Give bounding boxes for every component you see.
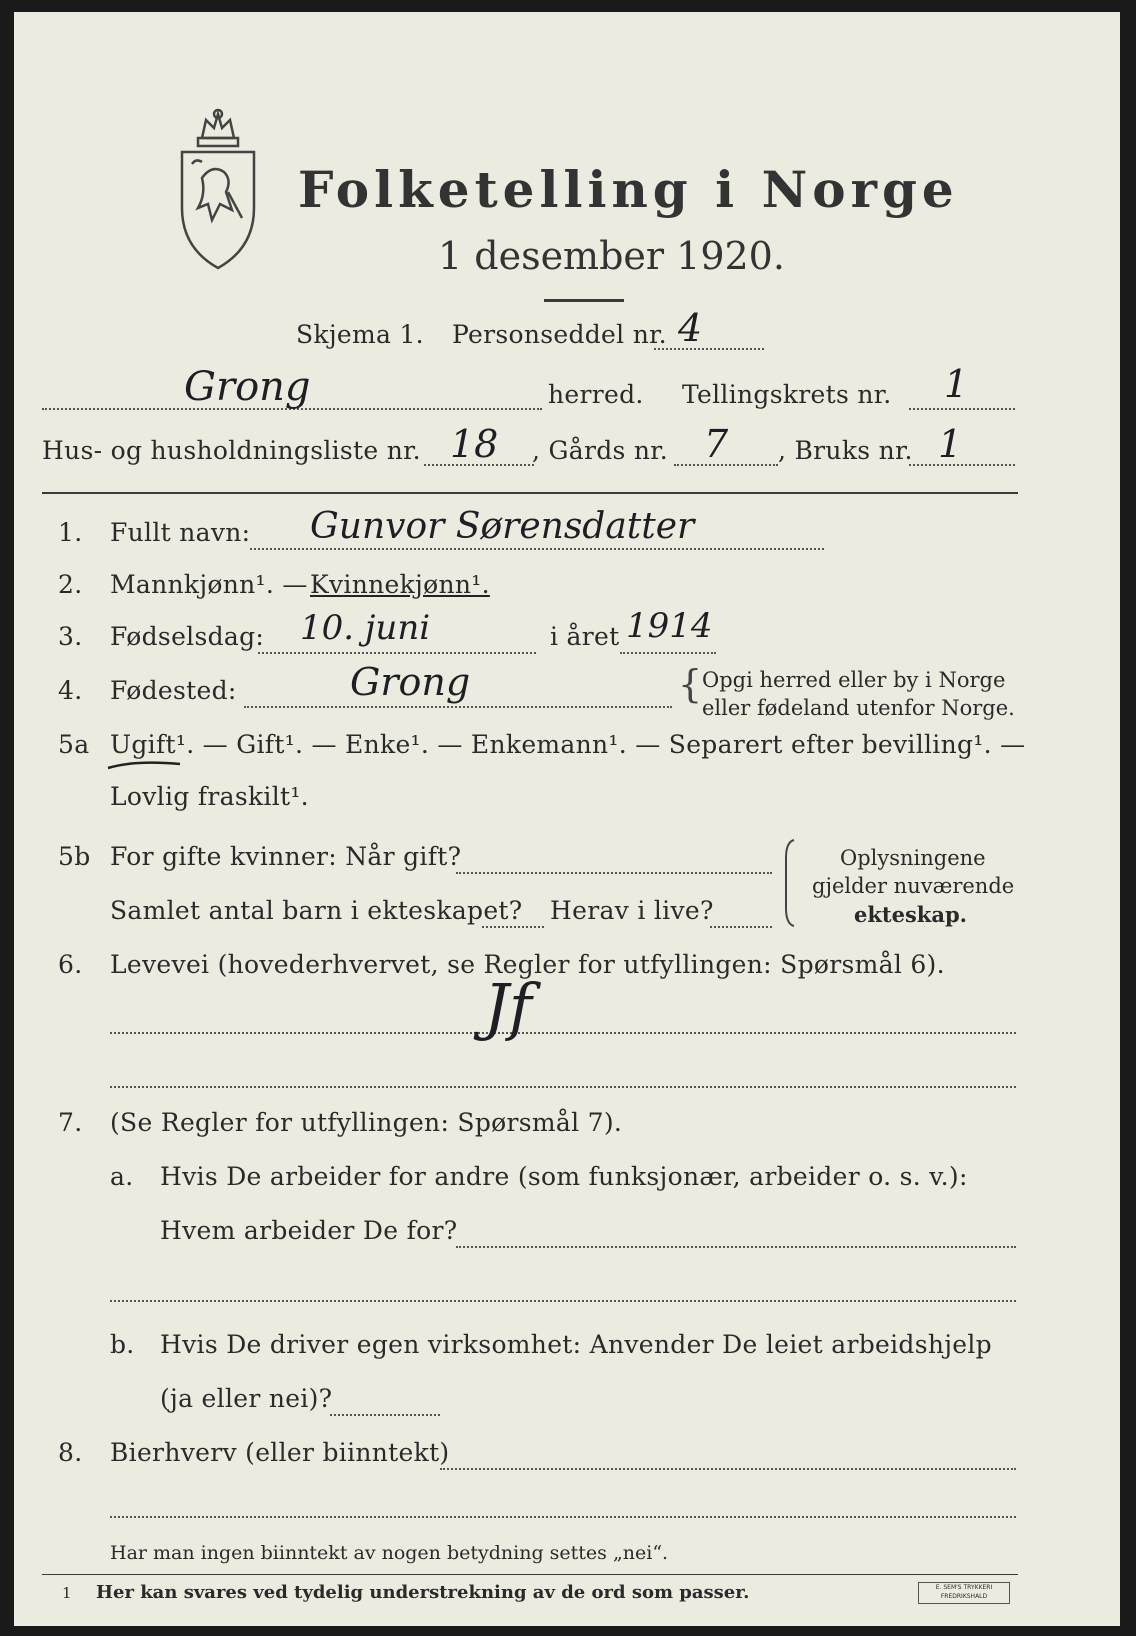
- q5b-number: 5b: [58, 842, 91, 871]
- q5b-brace: [782, 838, 798, 928]
- q5a-number: 5a: [58, 730, 90, 759]
- q1-full-name-value[interactable]: Gunvor Sørensdatter: [310, 506, 695, 547]
- header-divider: [42, 492, 1018, 494]
- gards-value[interactable]: 7: [704, 422, 729, 466]
- q2-number: 2.: [58, 570, 83, 599]
- q5b-alive-line[interactable]: [710, 926, 772, 928]
- herred-label: herred.: [548, 380, 644, 409]
- q4-birthplace-value[interactable]: Grong: [350, 660, 471, 704]
- form-subtitle: 1 desember 1920.: [438, 234, 785, 278]
- q5b-note-1: Oplysningene: [840, 846, 986, 870]
- q6-label: Levevei (hovederhvervet, se Regler for utfyllingen: Spørsmål 6).: [110, 950, 945, 979]
- q7a-text: Hvis De arbeider for andre (som funksjonær, arbeider o. s. v.):: [160, 1162, 968, 1191]
- footnote-number: 1: [62, 1584, 72, 1602]
- q5b-children-line[interactable]: [482, 926, 544, 928]
- footer-note: Har man ingen biinntekt av nogen betydning settes „nei“.: [110, 1542, 669, 1564]
- q3-number: 3.: [58, 622, 83, 651]
- q3-birthdate-value[interactable]: 10. juni: [300, 608, 431, 648]
- q4-note-2: eller fødeland utenfor Norge.: [702, 696, 1015, 720]
- q3-year-line: [620, 652, 716, 654]
- q8-label: Bierhverv (eller biinntekt): [110, 1438, 450, 1467]
- q4-note-1: Opgi herred eller by i Norge: [702, 668, 1006, 692]
- q6-number: 6.: [58, 950, 83, 979]
- q7a-letter: a.: [110, 1162, 134, 1191]
- q5b-label-3: Herav i live?: [550, 896, 714, 925]
- bruks-value[interactable]: 1: [938, 422, 963, 466]
- q5b-note-2: gjelder nuværende: [812, 874, 1015, 898]
- q7a-employer-line[interactable]: [456, 1246, 1016, 1248]
- footer-divider: [42, 1574, 1018, 1575]
- q5a-options-2: Lovlig fraskilt¹.: [110, 782, 309, 811]
- q4-line: [244, 706, 672, 708]
- q6-occupation-value[interactable]: Jf: [484, 970, 532, 1043]
- q5b-label-1: For gifte kvinner: Når gift?: [110, 842, 462, 871]
- printer-stamp: E. SEM'S TRYKKERI FREDRIKSHALD: [918, 1582, 1010, 1604]
- q6-line-2[interactable]: [110, 1086, 1016, 1088]
- q3-label: Fødselsdag:: [110, 622, 265, 651]
- q2-kvinnekjonn-underlined[interactable]: Kvinnekjønn¹.: [310, 570, 490, 599]
- q1-label: Fullt navn:: [110, 518, 251, 547]
- q5b-note-3: ekteskap.: [854, 902, 967, 927]
- tellingskrets-line: [909, 408, 1015, 410]
- coat-of-arms-icon: [172, 108, 264, 274]
- husliste-label: Hus- og husholdningsliste nr.: [42, 436, 421, 465]
- q5b-when-line[interactable]: [456, 872, 772, 874]
- q4-brace: {: [678, 662, 703, 706]
- skjema-label: Skjema 1.: [296, 320, 424, 349]
- q7b-letter: b.: [110, 1330, 135, 1359]
- personseddel-line: [654, 348, 764, 350]
- q8-number: 8.: [58, 1438, 83, 1467]
- q7b-answer-line[interactable]: [330, 1414, 440, 1416]
- q8-line[interactable]: [440, 1468, 1016, 1470]
- q1-number: 1.: [58, 518, 83, 547]
- husliste-value[interactable]: 18: [450, 422, 499, 466]
- q7-number: 7.: [58, 1108, 83, 1137]
- q7a-text-2: Hvem arbeider De for?: [160, 1216, 458, 1245]
- census-form: [14, 12, 1120, 1626]
- personseddel-value[interactable]: 4: [678, 306, 703, 350]
- q5a-options: Ugift¹. — Gift¹. — Enke¹. — Enkemann¹. — Separert efter bevilling¹. —: [110, 730, 1026, 759]
- q1-line: [250, 548, 824, 550]
- q7-label: (Se Regler for utfyllingen: Spørsmål 7).: [110, 1108, 623, 1137]
- title-divider: [544, 299, 624, 302]
- herred-value[interactable]: Grong: [184, 364, 311, 410]
- q4-number: 4.: [58, 676, 83, 705]
- q6-line-1[interactable]: [110, 1032, 1016, 1034]
- q2-mannkjonn: Mannkjønn¹. —: [110, 570, 308, 599]
- q4-label: Fødested:: [110, 676, 237, 705]
- q8-line-2[interactable]: [110, 1516, 1016, 1518]
- tellingskrets-label: Tellingskrets nr.: [682, 380, 892, 409]
- q5b-label-2: Samlet antal barn i ekteskapet?: [110, 896, 523, 925]
- q7a-employer-line-2[interactable]: [110, 1300, 1016, 1302]
- bruks-label: , Bruks nr.: [778, 436, 913, 465]
- personseddel-label: Personseddel nr.: [452, 320, 667, 349]
- q5a-ugift-underline-mark: [104, 758, 184, 772]
- form-title: Folketelling i Norge: [298, 160, 959, 219]
- tellingskrets-value[interactable]: 1: [944, 362, 969, 406]
- q3-year-value[interactable]: 1914: [626, 606, 713, 646]
- gards-label: , Gårds nr.: [532, 436, 669, 465]
- q7b-text: Hvis De driver egen virksomhet: Anvender De leiet arbeidshjelp: [160, 1330, 992, 1359]
- footnote-text: Her kan svares ved tydelig understrekning av de ord som passer.: [96, 1582, 750, 1603]
- q7b-text-2: (ja eller nei)?: [160, 1384, 333, 1413]
- q3-year-label: i året: [550, 622, 620, 651]
- q3-line: [258, 652, 536, 654]
